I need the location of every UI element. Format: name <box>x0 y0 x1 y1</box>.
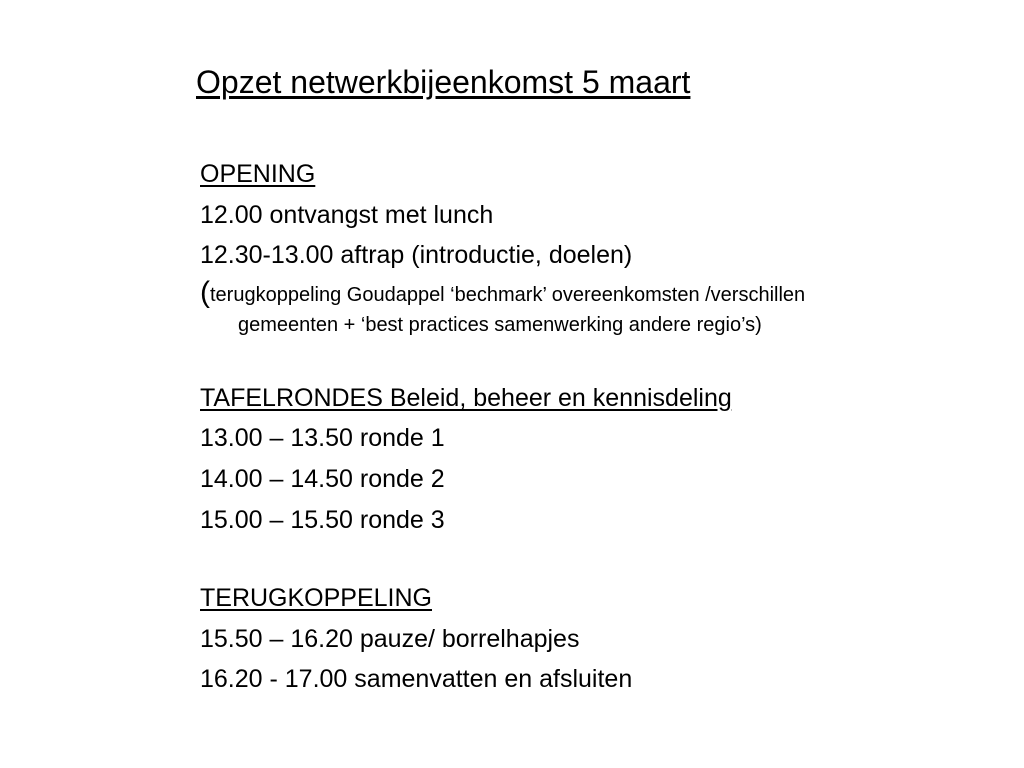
spacer <box>200 340 980 378</box>
agenda-item: 13.00 – 13.50 ronde 1 <box>200 424 445 453</box>
agenda-item: 12.30-13.00 aftrap (introductie, doelen) <box>200 241 633 270</box>
spacer <box>200 540 980 578</box>
note-line: gemeenten + ‘best practices samenwerking andere regio’s) <box>238 313 762 336</box>
section-heading-tafelrondes: TAFELRONDES Beleid, beheer en kennisdeling <box>200 383 732 412</box>
note-line: terugkoppeling Goudappel ‘bechmark’ overeenkomsten /verschillen <box>210 283 806 306</box>
section-heading-opening: OPENING <box>200 160 316 188</box>
slide-body <box>200 154 980 700</box>
note-open-paren: ( <box>200 275 210 309</box>
agenda-item: 12.00 ontvangst met lunch <box>200 200 494 229</box>
section-heading-terugkoppeling: TERUGKOPPELING <box>200 584 432 613</box>
slide-title: Opzet netwerkbijeenkomst 5 maart <box>196 64 691 100</box>
agenda-item: 15.50 – 16.20 pauze/ borrelhapjes <box>200 624 580 653</box>
opening-note <box>200 275 980 340</box>
agenda-item: 16.20 - 17.00 samenvatten en afsluiten <box>200 665 633 694</box>
agenda-item: 14.00 – 14.50 ronde 2 <box>200 464 445 493</box>
agenda-item: 15.00 – 15.50 ronde 3 <box>200 505 445 534</box>
